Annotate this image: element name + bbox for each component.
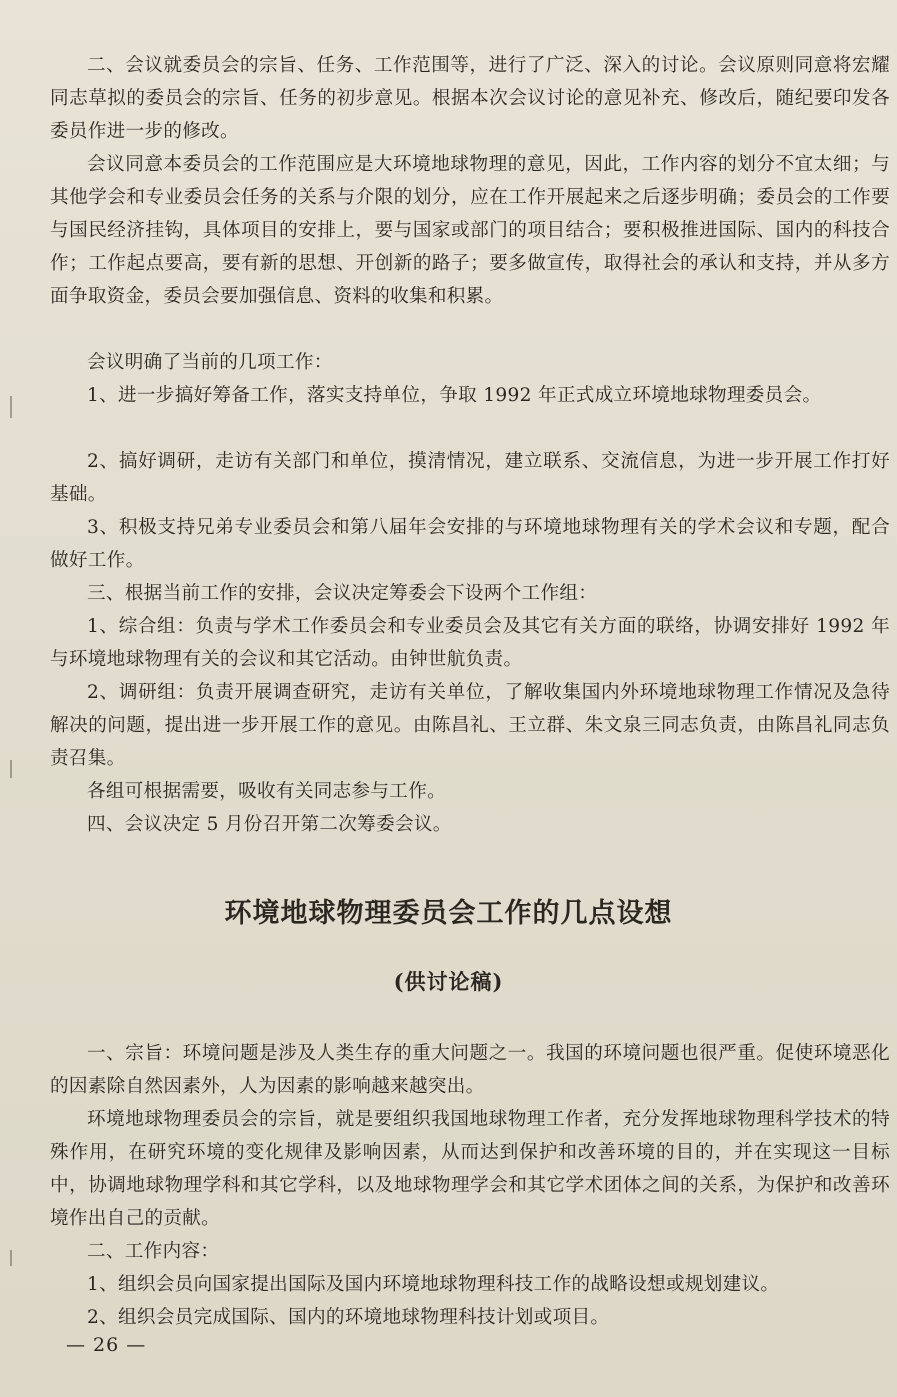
paragraph-group-comprehensive: 1、综合组：负责与学术工作委员会和专业委员会及其它有关方面的联络，协调安排好 1992 年与环境地球物理有关的会议和其它活动。由钟世航负责。 [50, 616, 890, 670]
paragraph-group-research: 2、调研组：负责开展调查研究，走访有关单位，了解收集国内外环境地球物理工作情况及急待解决的问题，提出进一步开展工作的意见。由陈昌礼、王立群、朱文泉三同志负责，由陈昌礼同志负责召集。 [50, 682, 890, 769]
paragraph-work-scope: 会议同意本委员会的工作范围应是大环境地球物理的意见，因此，工作内容的划分不宜太细；与其他学会和专业委员会任务的关系与介限的划分，应在工作开展起来之后逐步明确；委员会的工作要与国民经济挂钩，具体项目的安排上，要与国家或部门的项目结合；要积极推进国际、国内的科技合作；工作起点要高，要有新的思想、开创新的路子；要多做宣传，取得社会的承认和支持，并从多方面争取资金，委员会要加强信息、资料的收集和积累。 [50, 154, 890, 307]
section-subtitle: (供讨论稿) [393, 969, 504, 994]
paragraph-current-tasks-intro: 会议明确了当前的几项工作： [87, 352, 333, 373]
paragraph-next-meeting: 四、会议决定 5 月份召开第二次筹委会议。 [87, 814, 452, 835]
paragraph-task-2: 2、搞好调研，走访有关部门和单位，摸清情况，建立联系、交流信息，为进一步开展工作打好基础。 [50, 451, 890, 505]
paragraph-task-3: 3、积极支持兄弟专业委员会和第八届年会安排的与环境地球物理有关的学术会议和专题，配合做好工作。 [50, 517, 890, 571]
paragraph-task-1: 1、进一步搞好筹备工作，落实支持单位，争取 1992 年正式成立环境地球物理委员会。 [87, 385, 822, 406]
paragraph-committee-purpose: 环境地球物理委员会的宗旨，就是要组织我国地球物理工作者，充分发挥地球物理科学技术的特殊作用，在研究环境的变化规律及影响因素，从而达到保护和改善环境的目的，并在实现这一目标中，协调地球物理学科和其它学科，以及地球物理学会和其它学术团体之间的关系，为保护和改善环境作出自己的贡献。 [50, 1109, 890, 1229]
margin-scan-mark [10, 396, 12, 418]
paragraph-work-content-heading: 二、工作内容： [87, 1241, 220, 1262]
paragraph-content-item-2: 2、组织会员完成国际、国内的环境地球物理科技计划或项目。 [87, 1307, 610, 1328]
paragraph-meeting-purpose: 二、会议就委员会的宗旨、任务、工作范围等，进行了广泛、深入的讨论。会议原则同意将宏耀同志草拟的委员会的宗旨、任务的初步意见。根据本次会议讨论的意见补充、修改后，随纪要印发各委员作进一步的修改。 [50, 55, 890, 142]
paragraph-content-item-1: 1、组织会员向国家提出国际及国内环境地球物理科技工作的战略设想或规划建议。 [87, 1274, 780, 1295]
section-title: 环境地球物理委员会工作的几点设想 [224, 898, 673, 929]
margin-scan-mark [10, 760, 12, 778]
paragraph-purpose: 一、宗旨：环境问题是涉及人类生存的重大问题之一。我国的环境问题也很严重。促使环境恶化的因素除自然因素外，人为因素的影响越来越突出。 [50, 1043, 890, 1097]
margin-scan-mark [10, 1250, 12, 1266]
paragraph-working-groups-intro: 三、根据当前工作的安排，会议决定筹委会下设两个工作组： [87, 583, 598, 604]
page-number: — 26 — [66, 1334, 147, 1356]
paragraph-groups-note: 各组可根据需要，吸收有关同志参与工作。 [87, 781, 446, 802]
